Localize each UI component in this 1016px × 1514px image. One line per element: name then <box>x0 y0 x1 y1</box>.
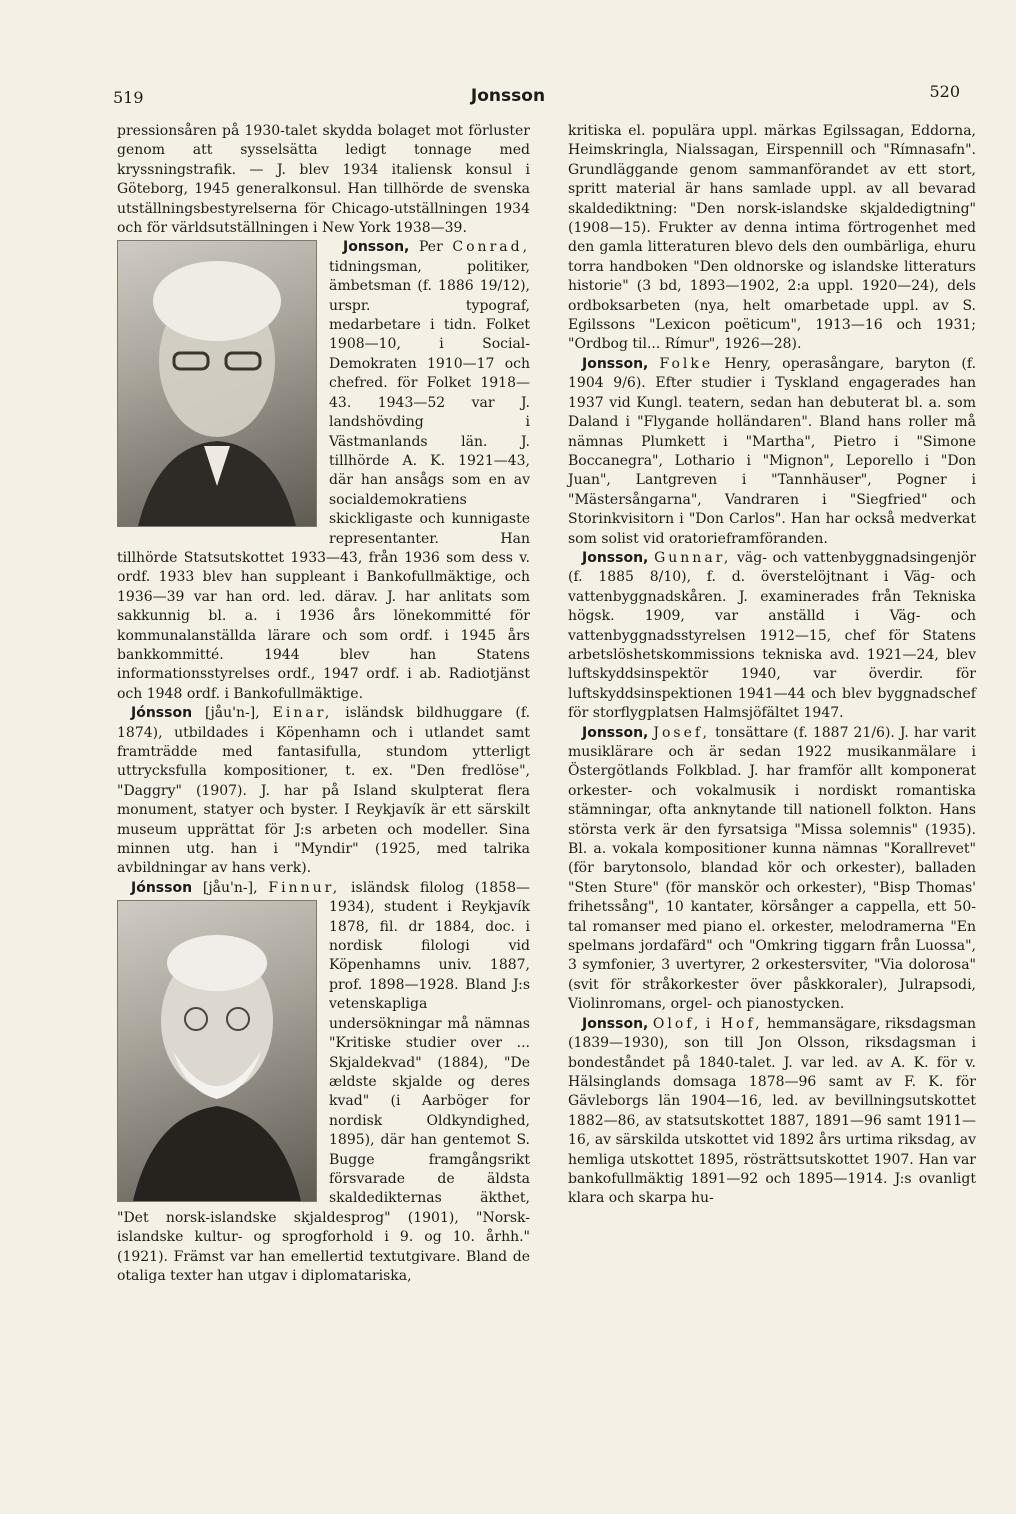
portrait-1-illustration <box>118 241 316 526</box>
entry-text: isländsk bildhuggare (f. 1874), utbildades i Köpenhamn och i utlandet samt framträdde med fantasifulla, stundom ytterligt uttrycksfulla kompositioner, t. ex. "Den fredlöse", "Daggry" (1907). J. har på Island skulpterat flera monument, statyer och byster. I Reykjavík är ett särskilt museum upprättat för J:s arbeten och modeller. Sina minnen utg. han i "Myndir" (1925, med talrika avbildningar av hans verk). <box>117 705 531 877</box>
running-head: Jonsson <box>470 86 546 106</box>
entry-per-conrad-jonsson <box>117 238 530 704</box>
entry-surname: Jonsson, <box>343 239 410 256</box>
entry-surname: Jónsson <box>131 705 193 722</box>
entry-folke-henry-jonsson <box>568 355 976 549</box>
portrait-finnur-jonsson <box>117 900 317 1202</box>
entry-josef-jonsson <box>568 724 976 1015</box>
page-number-right: 520 <box>929 82 960 101</box>
entry-text: operasångare, baryton (f. 1904 9/6). Efter studier i Tyskland engagerades han 1937 vid Kungl. teatern, sedan han debuterat bl. a. som Daland i "Flygande holländaren". Bland hans roller må nämnas Plumkett i "Martha", Pietro i "Simone Boccanegra", Lothario i "Mignon", Leporello i "Don Juan", Lantgreven i "Tannhäuser", Pogner i "Mästersångarna", Vandraren i "Siegfried" och Storinkvisitorn i "Don Carlos". Han har också medverkat som solist vid oratorieframföranden. <box>568 355 977 547</box>
entry-text: hemmansägare, riksdagsman (1839—1930), son till Jon Olsson, riksdagsman i bondeståndet på 1840-talet. J. var led. av A. K. för v. Hälsinglands domsaga 1878—96 samt av F. K. för Gävleborgs län 1904—16, led. av bevillningsutskottet 1882—86, av statsutskottet 1887, 1891—96 samt 1911—16, av särskilda utskottet vid 1892 års urtima riksdag, av hemliga utskottet 1895, rösträttsutskottet 1907. Han var bankofullmäktig 1891—92 och 1895—1914. J:s ovanligt klara och skarpa hu- <box>568 1015 976 1207</box>
left-column <box>117 122 530 1286</box>
entry-surname: Jonsson, <box>582 724 649 741</box>
entry-surname: Jonsson, <box>582 1015 649 1032</box>
portrait-per-conrad-jonsson <box>117 240 317 527</box>
page-number-left: 519 <box>113 88 144 107</box>
entry-given-name-spaced: Conrad, <box>452 239 531 256</box>
portrait-2-illustration <box>118 901 316 1201</box>
entry-given-name: Per <box>419 239 443 256</box>
entry-text: isländsk filolog (1858—1934), student i Reykjavík 1878, fil. dr 1884, doc. i nordisk filologi vid Köpenhamns univ. 1887, prof. 1898—1928. Bland J:s vetenskapliga undersökningar må nämnas "Kritiske studier over ... Skjaldekvad" (1884), "De ældste skjalde og deres kvad" (i Aarböger for nordisk Oldkyndighed, 1895), där han gentemot S. Bugge framgångsrikt försvarade de äldsta skaldedikternas äkthet, "Det norsk-islandske skjaldesprog" (1901), "Norsk-islandske kultur- og sprogforhold i 9. og 10. århh." (1921). Främst var han emellertid textutgivare. Bland de otaliga texter han utgav i diplomatariska, <box>117 879 530 1284</box>
entry-olof-jonsson <box>568 1015 976 1209</box>
entry-given-name-spaced: Finnur, <box>268 879 341 896</box>
entry-place-spaced: i Hof, <box>705 1015 763 1032</box>
entry-text: tidningsman, politiker, ämbetsman (f. 1886 19/12), urspr. typograf, medarbetare i tidn. Folket 1908—10, i Social-Demokraten 1910—17 och chefred. för Folket 1918—43. 1943—52 var J. landshövding i Västmanlands län. J. tillhörde A. K. 1921—43, där han ansågs som en av socialdemokratiens skickligaste och kunnigaste representanter. Han tillhörde Statsutskottet 1933—43, från 1936 som dess v. ordf. 1933 blev han suppleant i Bankofullmäktige, och 1936—39 var han ord. led. därav. J. har anlitats som sakkunnig bl. a. i 1936 års lönekommitté för kommunalanställda lärare och som ordf. i 1945 års bankkommitté. 1944 blev han Statens informationsstyrelses ordf., 1947 ordf. i ab. Radiotjänst och 1948 ordf. i Bankofullmäktige. <box>117 258 530 702</box>
entry-given-name: Henry, <box>724 355 772 372</box>
entry-given-name-spaced: Olof, <box>652 1015 702 1032</box>
entry-surname: Jonsson, <box>582 355 649 372</box>
entry-gunnar-jonsson <box>568 549 976 724</box>
entry-surname: Jónsson <box>131 879 193 896</box>
entry-given-name-spaced: Einar, <box>272 705 333 722</box>
entry-given-name-spaced: Folke <box>659 355 714 372</box>
entry-finnur-jonsson <box>117 879 530 1287</box>
entry-text: tonsättare (f. 1887 21/6). J. har varit musiklärare och är sedan 1922 musikanmälare i Östergötlands Folkblad. J. har framför allt komponerat orkester- och vokalmusik i nordiskt romantiska stämningar, ofta anknytande till nationell folkton. Hans största verk är den fyrsatsiga "Missa solemnis" (1935). Bl. a. vokala kompositioner kunna nämnas "Korallrevet" (för barytonsolo, blandad kör och orkester), balladen "Sten Sture" (för manskör och orkester), "Bisp Thomas' frihetssång", 10 kantater, körsånger a cappella, ett 50-tal romanser med piano el. orkester, melodramerna "En spelmans jordafärd" och "Omkring tiggarn från Luossa", 3 symfonier, 3 uvertyrer, 2 orkestersviter, "Via dolorosa" (svit för stråkorkester över påskkoraler), Julrapsodi, Violinromans, orgel- och pianostycken. <box>568 724 976 1013</box>
right-column <box>568 122 976 1209</box>
continued-paragraph: kritiska el. populära uppl. märkas Egilssagan, Eddorna, Heimskringla, Nialssagan, Eirspennill och "Rímnasafn". Grundläggande genom sammanförandet av ett stort, spritt material är hans samlade uppl. av all bevarad skaldediktning: "Den norsk-islandske skjaldedigtning" (1908—15). Frukter av denna intima förtrogenhet med den gamla litteraturen blevo dels den oumbärliga, ehuru torra handboken "Den oldnorske og islandske litteraturs historie" (3 bd, 1893—1902, 2:a uppl. 1920—24), dels ordboksarbeten (nya, helt omarbetade uppl. av S. Egilssons "Lexicon poëticum", 1913—16 och 1931; "Ordbog til... Rímur", 1926—28). <box>568 123 976 353</box>
entry-given-name-spaced: Gunnar, <box>654 549 732 566</box>
entry-given-name-spaced: Josef, <box>653 724 711 741</box>
page-header <box>0 82 1016 112</box>
entry-text: väg- och vattenbyggnadsingenjör (f. 1885 8/10), f. d. överstelöjtnant i Väg- och vattenbyggnadskåren. J. examinerades från Tekniska högsk. 1909, var anställd i Väg- och vattenbyggnadsstyrelsen 1912—15, chef för Statens arbetslöshetskommissions tekniska avd. 1921—24, blev luftskyddsinspektör 1940, var överdir. för luftskyddsinspektionen 1941—44 och blev byggnadschef för storflygplatsen Halmsjöfältet 1947. <box>568 549 976 722</box>
entry-einar-jonsson <box>117 704 530 879</box>
continued-paragraph: pressionsåren på 1930-talet skydda bolaget mot förluster genom att sysselsätta ledigt tonnage med kryssningstrafik. — J. blev 1934 italiensk konsul i Göteborg, 1945 generalkonsul. Han tillhörde de svenska utställningsbestyrelserna för Chicago-utställningen 1934 och för världsutställningen i New York 1938—39. <box>117 123 530 237</box>
entry-pronunciation: [jåu'n-], <box>202 879 258 896</box>
entry-surname: Jonsson, <box>582 549 649 566</box>
entry-pronunciation: [jåu'n-], <box>205 705 260 722</box>
